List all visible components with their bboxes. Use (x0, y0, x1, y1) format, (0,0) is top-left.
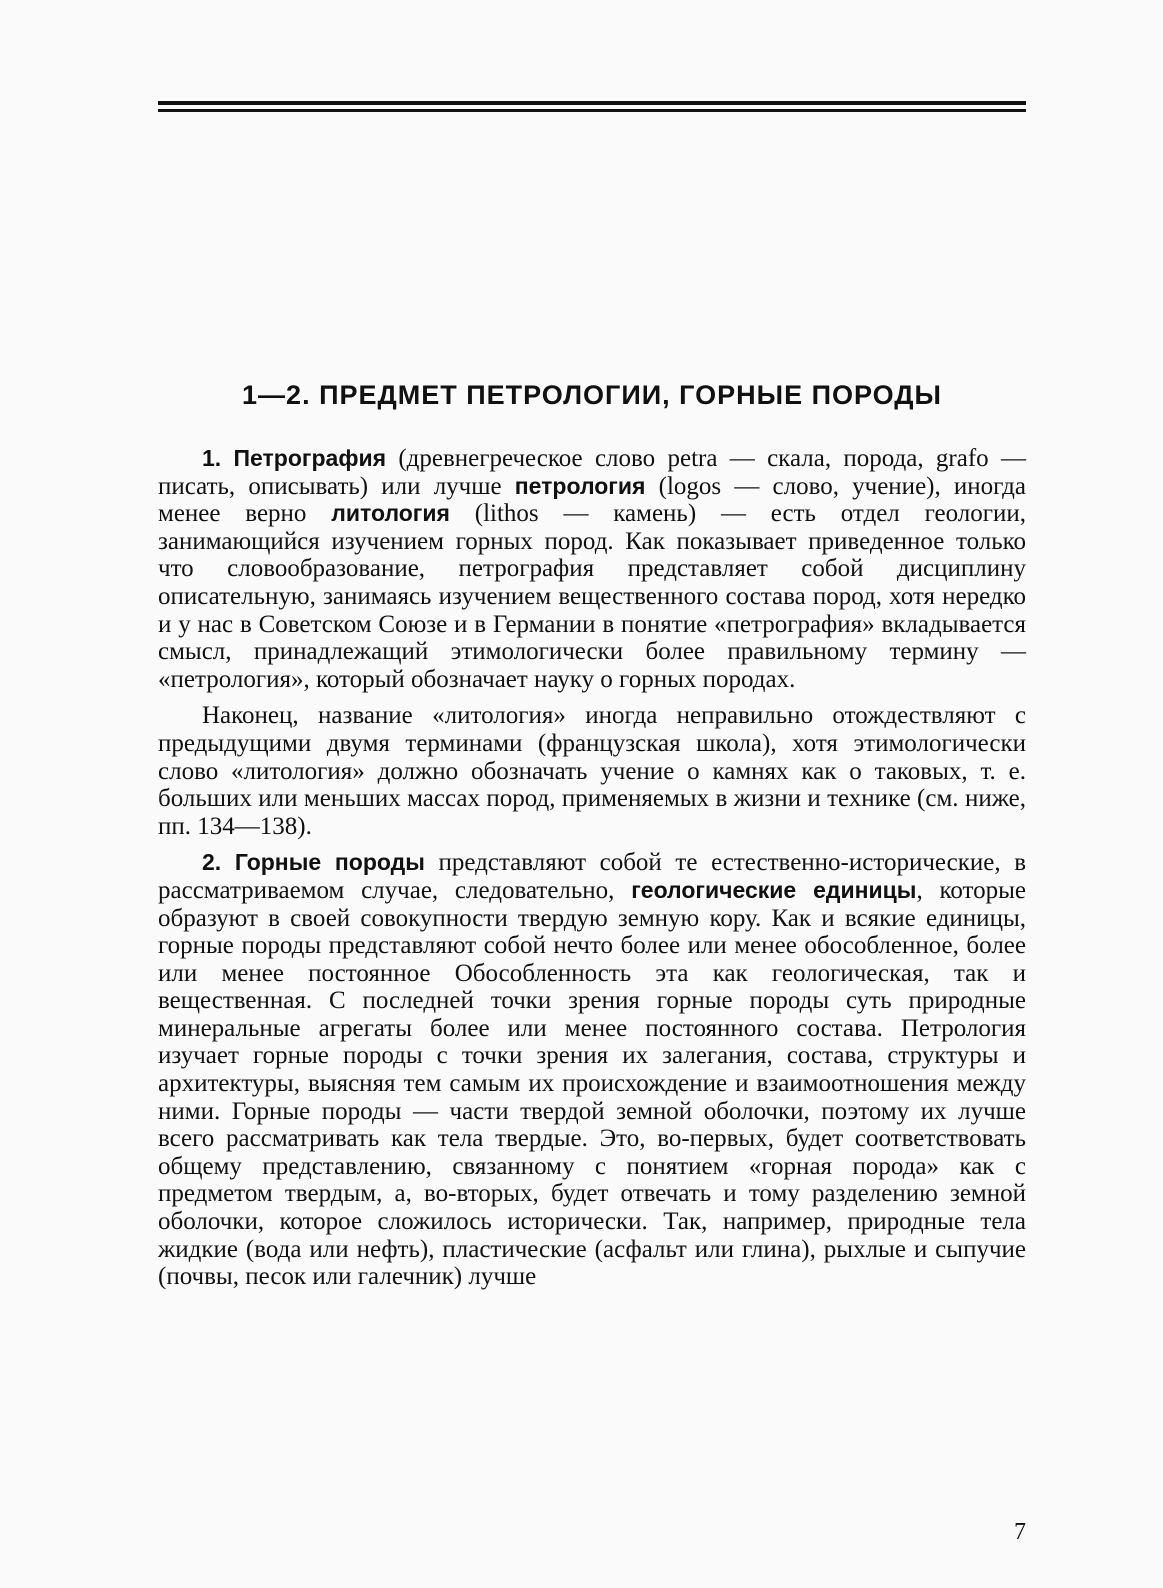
paragraph-text: (lithos — камень) — есть отдел геологии, занимающийся изучением горных пород. Как показывает приведенное только что словообразование, петрография представляет собой дисциплину описательную, занимаясь изучением вещественного состава пород, хотя нередко и у нас в Советском Союзе и в Германии в понятие «петрография» вкладывается смысл, принадлежащий этимологически более правильному термину — «петрология», который обозначает науку о горных породах. (158, 500, 1027, 693)
paragraph-text: представляют собой те естественно-исторические, в рассматриваемом случае, следовательно, (158, 849, 1027, 904)
term-petrology: петрология (514, 472, 646, 499)
paragraph-text: , которые образуют в своей совокупности твердую земную кору. Как и всякие единицы, горные породы представляют собой нечто более или менее обособленное, более или менее постоянное Обособленность эта как геологическая, так и вещественная. С последней точки зрения горные породы суть природные минеральные агрегаты более или менее постоянного состава. Петрология изучает горные породы с точки зрения их залегания, состава, структуры и архитектуры, выясняя тем самым их происхождение и взаимоотношения между ними. Горные породы — части твердой земной оболочки, поэтому их лучше всего рассматривать как тела твердые. Это, во-первых, будет соответствовать общему представлению, связанному с понятием «горная порода» как с предметом твердым, а, во-вторых, будет отвечать и тому разделению земной оболочки, которое сложилось исторически. Так, например, природные тела жидкие (вода или нефть), пластические (асфальт или глина), рыхлые и сыпучие (почвы, песок или галечник) лучше (158, 876, 1026, 1291)
paragraph-petrography (158, 445, 1026, 693)
body-text (158, 445, 1026, 1291)
paragraph-rocks (158, 849, 1026, 1291)
term-lithology: литология (331, 500, 450, 527)
page-number: 7 (1014, 1519, 1026, 1545)
paragraph-lithology: Наконец, название «литология» иногда неправильно отождествляют с предыдущими двумя терминами (французская школа), хотя этимологически слово «литология» должно обозначать учение о камнях как о таковых, т. е. больших или меньших массах пород, применяемых в жизни и технике (см. ниже, пп. 134—138). (158, 702, 1026, 840)
rule-line-bottom (158, 109, 1026, 112)
paragraph-text: (древнегреческое слово petra — скала, порода, grafo — писать, описывать) или лучше (158, 445, 1026, 500)
term-petrography: Петрография (233, 445, 387, 471)
section-heading: 1—2. ПРЕДМЕТ ПЕТРОЛОГИИ, ГОРНЫЕ ПОРОДЫ (242, 380, 942, 410)
term-rocks: Горные породы (234, 849, 425, 876)
double-rule (158, 101, 1026, 113)
term-geological-units: геологические единицы (631, 876, 917, 903)
paragraph-number: 1. (202, 445, 222, 471)
paragraph-text: (logos — слово, учение), иногда менее верно (158, 472, 1027, 528)
rule-line-top (158, 101, 1026, 105)
paragraph-number: 2. (202, 849, 222, 876)
